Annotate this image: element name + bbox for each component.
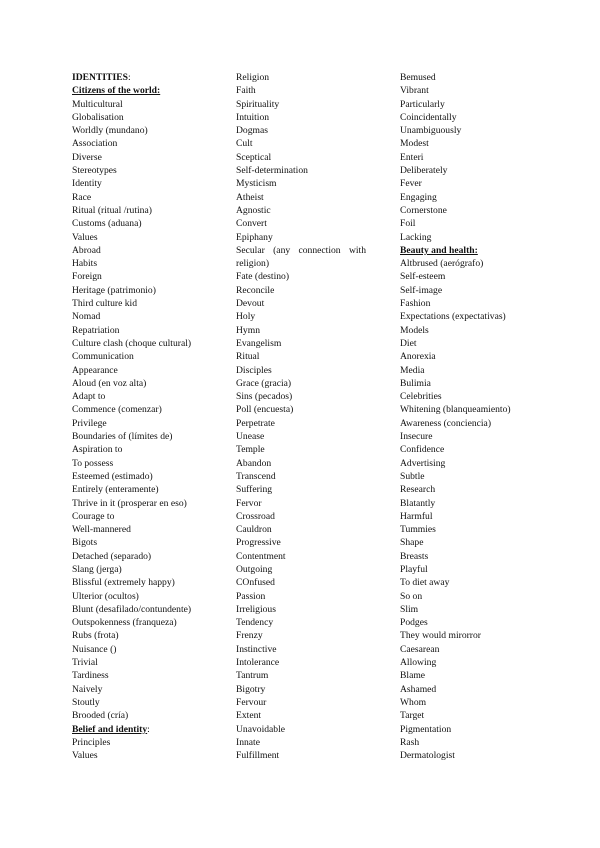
title-colon: : — [128, 72, 131, 83]
list-item: Blatantly — [400, 497, 436, 509]
list-item: Engaging — [400, 191, 437, 203]
list-item: Appearance — [72, 364, 118, 376]
list-item: Slim — [400, 603, 419, 615]
wrapped-entry-line-1: Secular (any connection with — [236, 244, 366, 256]
list-item: Bemused — [400, 72, 436, 83]
list-item: Agnostic — [236, 204, 271, 216]
list-item: Vibrant — [400, 85, 429, 97]
document-title: IDENTITIES — [72, 72, 128, 83]
list-item: Cult — [236, 138, 253, 150]
list-item: Bulimia — [400, 377, 431, 389]
list-item: Aloud (en voz alta) — [72, 377, 147, 389]
list-item: Poll (encuesta) — [236, 404, 294, 416]
list-item: Research — [400, 484, 436, 496]
list-item: Foreign — [72, 271, 102, 283]
list-item: Trivial — [72, 657, 98, 669]
list-item: Extent — [236, 710, 262, 722]
list-item: Devout — [236, 298, 265, 310]
list-item: Culture clash (choque cultural) — [72, 337, 192, 349]
list-item: Customs (aduana) — [72, 218, 142, 230]
list-item: Fashion — [400, 298, 431, 310]
list-item: Communication — [72, 351, 134, 363]
list-item: Holy — [236, 311, 256, 323]
list-item: Epiphany — [236, 231, 273, 243]
list-item: Nuisance () — [72, 643, 117, 655]
list-item: Convert — [236, 218, 267, 230]
belief-colon: : — [147, 723, 150, 735]
list-item: Naively — [72, 683, 103, 695]
section-heading-belief-line — [72, 723, 228, 736]
list-item: Fulfillment — [236, 750, 280, 762]
list-item: Abandon — [236, 457, 272, 469]
list-item: Slang (jerga) — [72, 563, 122, 575]
list-item: Rash — [400, 736, 420, 748]
list-item: Grace (gracia) — [236, 377, 292, 389]
list-item: Intolerance — [236, 657, 280, 669]
list-item: Shape — [400, 537, 424, 549]
list-item: Rubs (frota) — [72, 630, 119, 642]
section-heading-belief: Belief and identity — [72, 723, 148, 735]
list-item: Celebrities — [400, 391, 442, 403]
list-item: Deliberately — [400, 165, 448, 177]
list-item: Ritual — [236, 351, 260, 363]
list-item: Playful — [400, 563, 428, 575]
list-item: To possess — [72, 457, 114, 469]
list-item: Tummies — [400, 524, 436, 536]
list-item: Lacking — [400, 231, 432, 243]
list-item: Atheist — [236, 191, 264, 203]
list-item: Innate — [236, 736, 260, 748]
list-item: Evangelism — [236, 337, 282, 349]
list-item: Sceptical — [236, 151, 272, 163]
section-heading-beauty: Beauty and health: — [400, 244, 478, 256]
list-item: Principles — [72, 736, 111, 748]
list-religion — [236, 71, 366, 244]
list-item: Models — [400, 324, 429, 336]
list-item: Entirely (enteramente) — [72, 484, 159, 496]
list-item: Reconcile — [236, 284, 275, 296]
list-item: Thrive in it (prosperar en eso) — [72, 497, 187, 509]
list-item: Transcend — [236, 470, 276, 482]
list-item: Fever — [400, 178, 422, 190]
list-item: Faith — [236, 85, 256, 97]
wrapped-entry-line-2: religion) — [236, 258, 270, 270]
title-line — [72, 71, 228, 84]
list-item: To diet away — [400, 577, 450, 589]
list-item: Awareness (conciencia) — [400, 417, 492, 429]
list-item: Tardiness — [72, 670, 109, 682]
list-item: Cauldron — [236, 524, 272, 536]
list-belief — [72, 736, 228, 763]
list-item: Diet — [400, 337, 417, 349]
list-item: Disciples — [236, 364, 272, 376]
list-item: Heritage (patrimonio) — [72, 284, 156, 296]
list-item: Outspokenness (franqueza) — [72, 617, 177, 629]
list-item: Association — [72, 138, 118, 150]
list-item: Values — [72, 750, 98, 762]
list-item: Whom — [400, 696, 427, 708]
list-item: Advertising — [400, 457, 446, 469]
section-heading-citizens: Citizens of the world: — [72, 85, 161, 97]
list-item: Self-esteem — [400, 271, 446, 283]
list-item: Altbrused (aerógrafo) — [400, 258, 484, 270]
list-item: Self-image — [400, 284, 443, 296]
list-item: Outgoing — [236, 563, 273, 575]
column-1 — [72, 71, 228, 762]
list-item: Frenzy — [236, 630, 263, 642]
list-item: Subtle — [400, 470, 425, 482]
list-item: Globalisation — [72, 111, 124, 123]
list-item: Detached (separado) — [72, 550, 152, 562]
list-item: Insecure — [400, 431, 433, 443]
list-item: Blame — [400, 670, 426, 682]
list-item: Adapt to — [72, 391, 106, 403]
list-item: Religion — [236, 72, 270, 83]
list-item: Unambiguously — [400, 125, 462, 137]
list-item: Tantrum — [236, 670, 269, 682]
list-item: Third culture kid — [72, 298, 138, 310]
list-item: Media — [400, 364, 425, 376]
list-item: Perpetrate — [236, 417, 275, 429]
list-item: Self-determination — [236, 165, 308, 177]
list-item: Well-mannered — [72, 524, 131, 536]
list-item: Abroad — [72, 244, 101, 256]
list-item: Contentment — [236, 550, 286, 562]
column-3 — [400, 71, 528, 762]
list-item: Fate (destino) — [236, 271, 290, 283]
list-item: Worldly (mundano) — [72, 125, 148, 137]
list-item: Brooded (cría) — [72, 710, 129, 722]
list-item: Suffering — [236, 484, 273, 496]
list-item: Esteemed (estimado) — [72, 470, 153, 482]
list-item: Crossroad — [236, 510, 275, 522]
list-item: Privilege — [72, 417, 107, 429]
list-item: Bigotry — [236, 683, 266, 695]
list-item: Particularly — [400, 98, 445, 110]
list-item: Sins (pecados) — [236, 391, 293, 403]
list-item: Podges — [400, 617, 428, 629]
list-item: Multicultural — [72, 98, 123, 110]
list-item: Harmful — [400, 510, 433, 522]
list-item: Stereotypes — [72, 165, 117, 177]
list-item: Stoutly — [72, 696, 100, 708]
list-item: Foil — [400, 218, 416, 230]
list-item: Coincidentally — [400, 111, 457, 123]
list-item: Enteri — [400, 151, 424, 163]
list-item: Spirituality — [236, 98, 280, 110]
list-item: Ashamed — [400, 683, 437, 695]
list-item: Race — [72, 191, 92, 203]
list-item: Expectations (expectativas) — [400, 311, 506, 323]
list-item: Progressive — [236, 537, 281, 549]
list-item: Tendency — [236, 617, 274, 629]
list-item: Nomad — [72, 311, 101, 323]
list-item: Fervor — [236, 497, 262, 509]
list-item: Aspiration to — [72, 444, 123, 456]
list-item: Instinctive — [236, 643, 277, 655]
list-item: Unavoidable — [236, 723, 286, 735]
list-beauty — [400, 257, 528, 762]
list-item: Hymn — [236, 324, 260, 336]
list-item: Target — [400, 710, 425, 722]
list-item: Commence (comenzar) — [72, 404, 162, 416]
list-item: Dogmas — [236, 125, 268, 137]
list-item: Repatriation — [72, 324, 120, 336]
list-item: Blissful (extremely happy) — [72, 577, 175, 589]
list-item: COnfused — [236, 577, 275, 589]
list-item: Temple — [236, 444, 265, 456]
list-item: Ulterior (ocultos) — [72, 590, 139, 602]
list-item: Modest — [400, 138, 429, 150]
list-item: Dermatologist — [400, 750, 455, 762]
list-citizens — [72, 98, 228, 723]
list-item: Anorexia — [400, 351, 436, 363]
list-item: Boundaries of (límites de) — [72, 431, 173, 443]
list-item: Bigots — [72, 537, 98, 549]
list-item: Ritual (ritual /rutina) — [72, 204, 152, 216]
list-vocabulary — [400, 71, 528, 244]
list-item: Passion — [236, 590, 266, 602]
list-item: Diverse — [72, 151, 102, 163]
list-item: Mysticism — [236, 178, 277, 190]
list-item: Cornerstone — [400, 204, 447, 216]
column-2 — [236, 71, 366, 762]
list-item: Identity — [72, 178, 102, 190]
list-item: Whitening (blanqueamiento) — [400, 404, 511, 416]
list-item: Intuition — [236, 111, 270, 123]
list-item: Unease — [236, 431, 265, 443]
list-item: Allowing — [400, 657, 437, 669]
list-item: Fervour — [236, 696, 267, 708]
list-item: Pigmentation — [400, 723, 452, 735]
list-religion-continued — [236, 270, 366, 762]
list-item: Caesarean — [400, 643, 440, 655]
list-item: Confidence — [400, 444, 445, 456]
list-item: Values — [72, 231, 98, 243]
list-item: So on — [400, 590, 423, 602]
list-item: Habits — [72, 258, 98, 270]
list-item: Blunt (desafilado/contundente) — [72, 603, 192, 615]
list-item: They would mirorror — [400, 630, 481, 642]
list-item: Courage to — [72, 510, 115, 522]
list-item: Breasts — [400, 550, 429, 562]
list-item: Irreligious — [236, 603, 276, 615]
